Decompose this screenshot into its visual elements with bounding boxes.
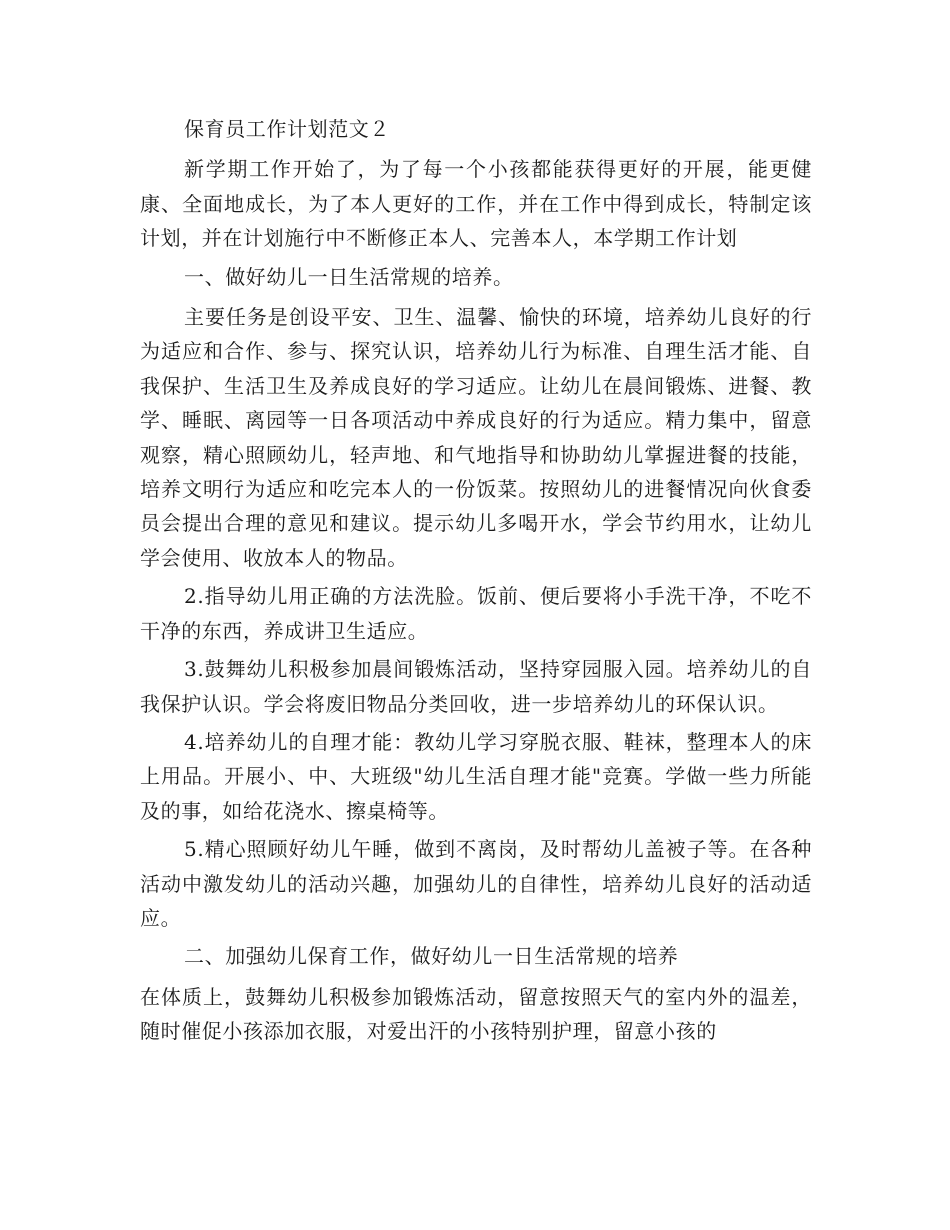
paragraph-item-4: 4.培养幼儿的自理才能：教幼儿学习穿脱衣服、鞋袜，整理本人的床上用品。开展小、中、大班级"幼儿生活自理才能"竞赛。学做一些力所能及的事，如给花浇水、擦桌椅等。 [140,729,812,823]
section-heading-2: 二、加强幼儿保育工作，做好幼儿一日生活常规的培养 [184,944,679,969]
section-heading-1: 一、做好幼儿一日生活常规的培养。 [184,264,514,289]
paragraph-item-5: 5.精心照顾好幼儿午睡，做到不离岗，及时帮幼儿盖被子等。在各种活动中激发幼儿的活动兴趣，加强幼儿的自律性，培养幼儿良好的活动适应。 [140,837,812,930]
document-body [140,112,812,1053]
paragraph-item-2: 2.指导幼儿用正确的方法洗脸。饭前、便后要将小手洗干净，不吃不干净的东西，养成讲卫生适应。 [140,584,812,643]
paragraph-intro: 新学期工作开始了，为了每一个小孩都能获得更好的开展，能更健康、全面地成长，为了本人更好的工作，并在工作中得到成长，特制定该计划，并在计划施行中不断修正本人、完善本人，本学期工作计划 [140,157,812,251]
paragraph-physical: 在体质上，鼓舞幼儿积极参加锻炼活动，留意按照天气的室内外的温差，随时催促小孩添加衣服，对爱出汗的小孩特别护理，留意小孩的 [140,984,812,1044]
document-title: 保育员工作计划范文２ [184,117,390,141]
paragraph-main-tasks: 主要任务是创设平安、卫生、温馨、愉快的环境，培养幼儿良好的行为适应和合作、参与、探究认识，培养幼儿行为标准、自理生活才能、自我保护、生活卫生及养成良好的学习适应。让幼儿在晨间锻炼、进餐、教学、睡眠、离园等一日各项活动中养成良好的行为适应。精力集中，留意观察，精心照顾幼儿，轻声地、和气地指导和协助幼儿掌握进餐的技能，培养文明行为适应和吃完本人的一份饭菜。按照幼儿的进餐情况向伙食委员会提出合理的意见和建议。提示幼儿多喝开水，学会节约用水，让幼儿学会使用、收放本人的物品。 [140,305,812,570]
paragraph-item-3: 3.鼓舞幼儿积极参加晨间锻炼活动，坚持穿园服入园。培养幼儿的自我保护认识。学会将废旧物品分类回收，进一步培养幼儿的环保认识。 [140,657,812,716]
